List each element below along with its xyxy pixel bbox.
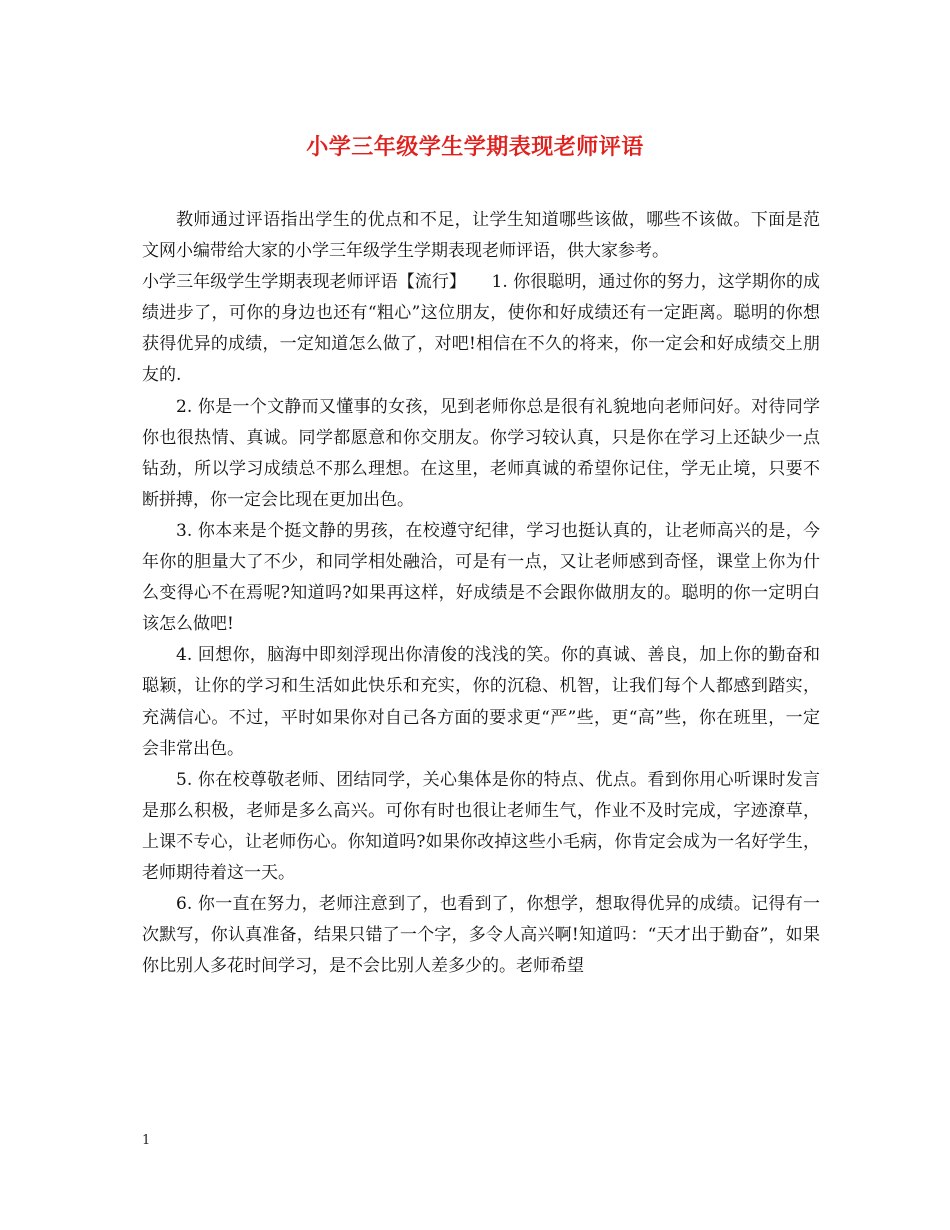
document-title: 小学三年级学生学期表现老师评语 xyxy=(306,134,644,160)
comment-item-5: 5. 你在校尊敬老师、团结同学，关心集体是你的特点、优点。看到你用心听课时发言是那么积极，老师是多么高兴。可你有时也很让老师生气，作业不及时完成，字迹潦草，上课不专心，让老师伤心。你知道吗?如果你改掉这些小毛病，你肯定会成为一名好学生，老师期待着这一天。 xyxy=(142,769,820,883)
first-entry-paragraph: 小学三年级学生学期表现老师评语【流行】 1. 你很聪明，通过你的努力，这学期你的成绩进步了，可你的身边也还有“粗心”这位朋友，使你和好成绩还有一定距离。聪明的你想获得优异的成绩，一定知道怎么做了，对吧!相信在不久的将来，你一定会和好成绩交上朋友的. xyxy=(142,272,820,386)
comment-item-3: 3. 你本来是个挺文静的男孩，在校遵守纪律，学习也挺认真的，让老师高兴的是，今年你的胆量大了不少，和同学相处融洽，可是有一点，又让老师感到奇怪，课堂上你为什么变得心不在焉呢?知道吗?如果再这样，好成绩是不会跟你做朋友的。聪明的你一定明白该怎么做吧! xyxy=(142,520,820,635)
comment-item-6: 6. 你一直在努力，老师注意到了，也看到了，你想学，想取得优异的成绩。记得有一次默写，你认真准备，结果只错了一个字，多令人高兴啊!知道吗：“天才出于勤奋”，如果你比别人多花时间学习，是不会比别人差多少的。老师希望 xyxy=(142,894,820,977)
comment-item-4: 4. 回想你，脑海中即刻浮现出你清俊的浅浅的笑。你的真诚、善良，加上你的勤奋和聪颖，让你的学习和生活如此快乐和充实，你的沉稳、机智，让我们每个人都感到踏实，充满信心。不过，平时如果你对自己各方面的要求更“严”些，更“高”些，你在班里，一定会非常出色。 xyxy=(142,645,820,759)
comment-item-2: 2. 你是一个文静而又懂事的女孩，见到老师你总是很有礼貌地向老师问好。对待同学你也很热情、真诚。同学都愿意和你交朋友。你学习较认真，只是你在学习上还缺少一点钻劲，所以学习成绩总不那么理想。在这里，老师真诚的希望你记住，学无止境，只要不断拼搏，你一定会比现在更加出色。 xyxy=(142,396,820,510)
document-body xyxy=(142,205,820,982)
page-number: 1 xyxy=(142,1133,151,1148)
intro-paragraph: 教师通过评语指出学生的优点和不足，让学生知道哪些该做，哪些不该做。下面是范文网小编带给大家的小学三年级学生学期表现老师评语，供大家参考。 xyxy=(142,210,820,262)
